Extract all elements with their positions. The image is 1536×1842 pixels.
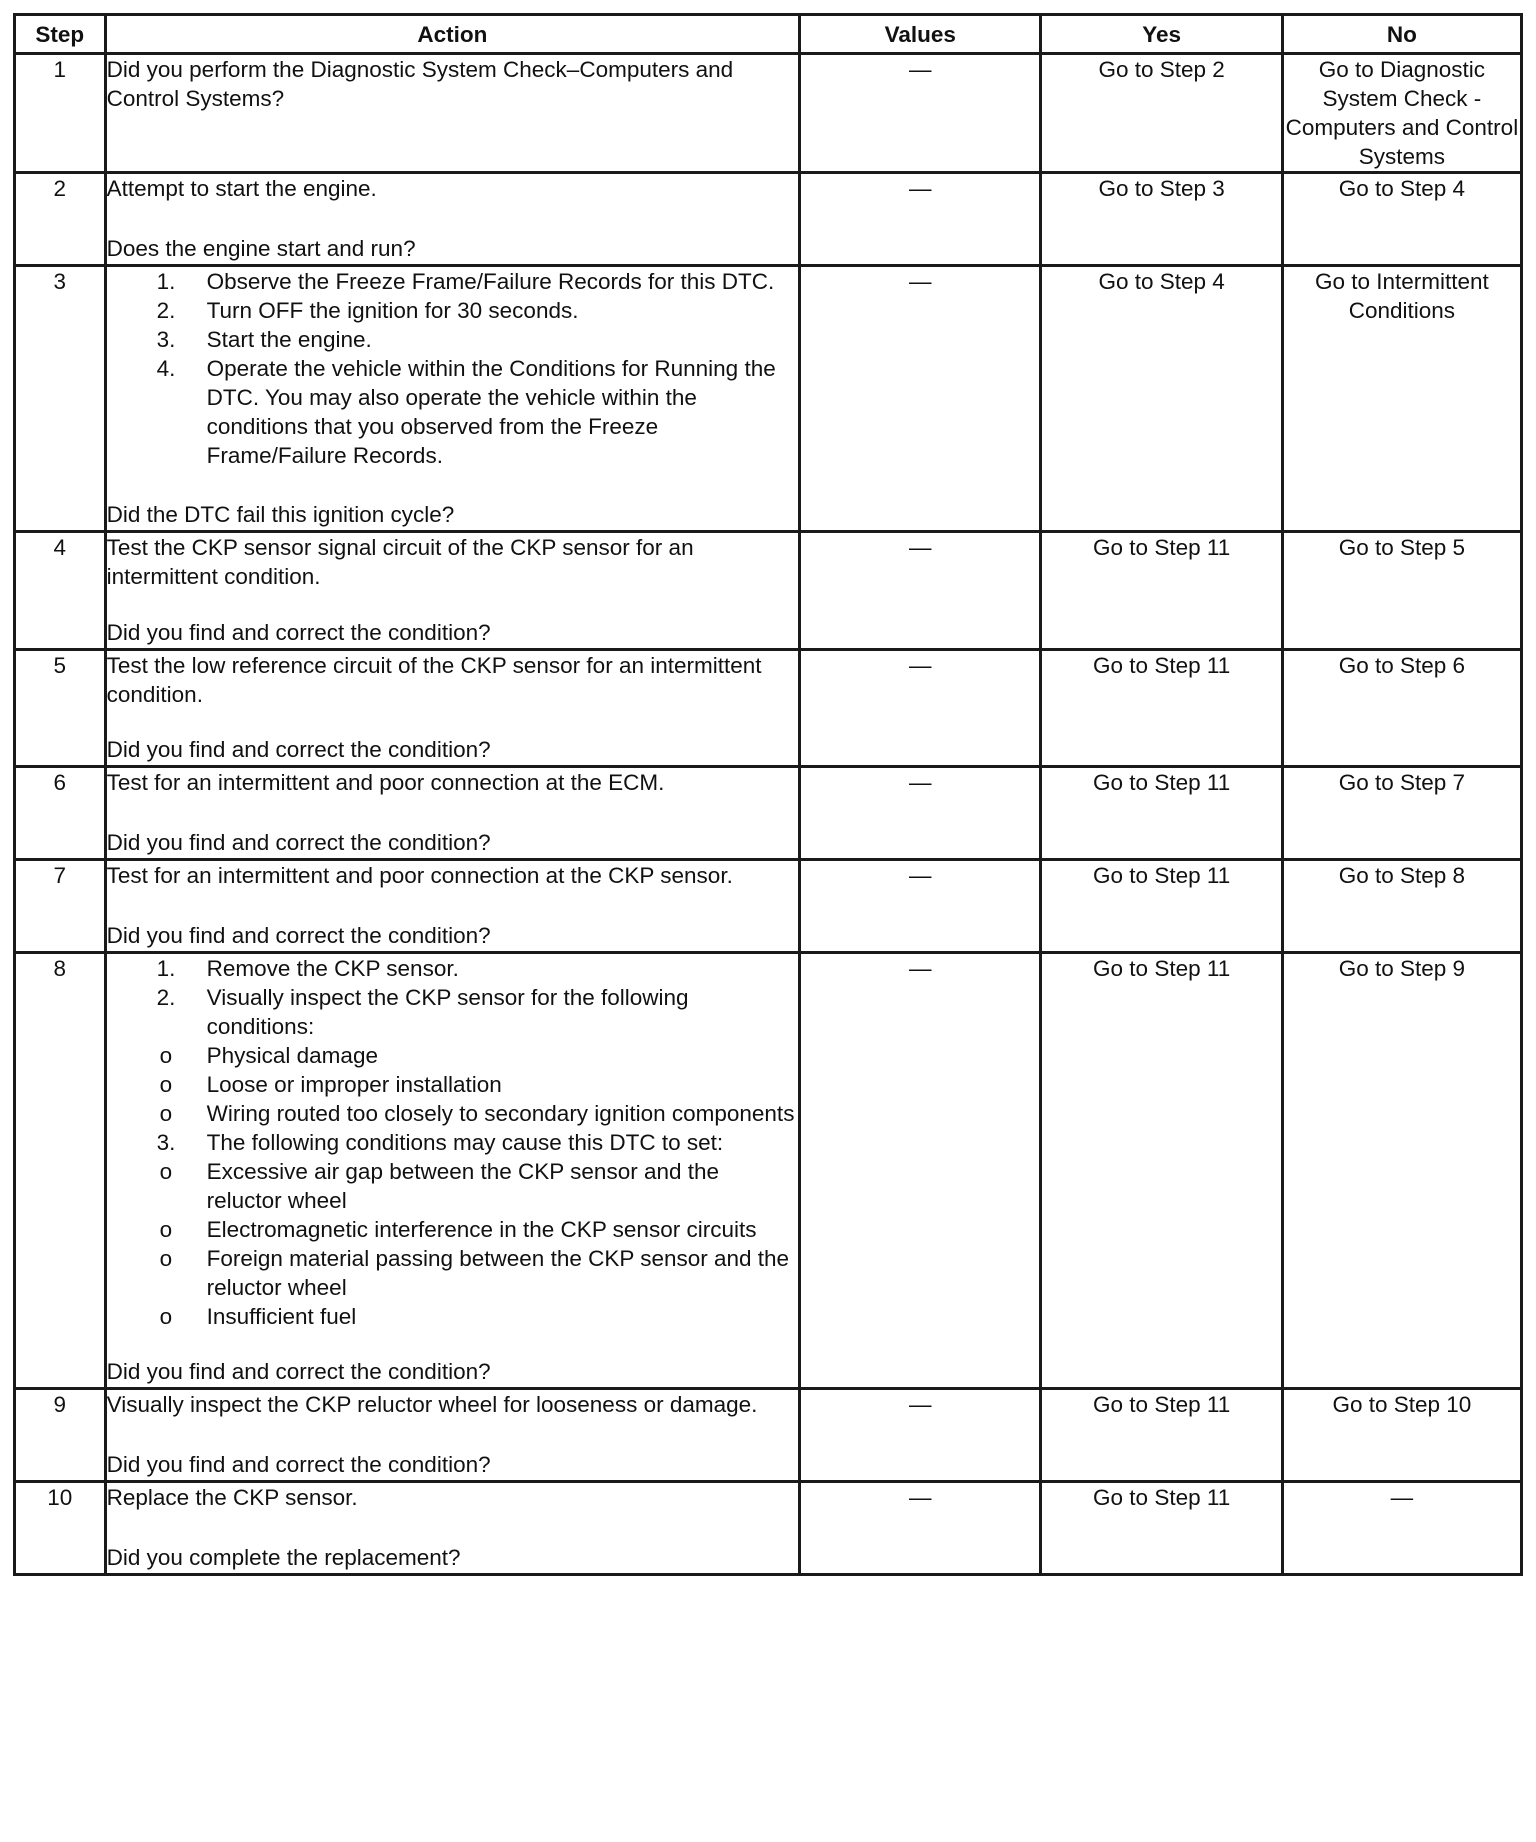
action-cell (105, 767, 800, 860)
no-cell: Go to Step 4 (1282, 173, 1521, 266)
list-item: 2. Visually inspect the CKP sensor for the following conditions: o Physical damage o Loose or improper installation o Wiring routed too closely to secondary ignition components (107, 983, 799, 1128)
step-number: 1 (15, 54, 106, 173)
table-row (15, 266, 1522, 532)
yes-cell: Go to Step 11 (1041, 532, 1282, 650)
table-row (15, 650, 1522, 767)
no-cell: — (1282, 1482, 1521, 1575)
diagnostic-table (13, 13, 1523, 1576)
sub-list-item: o Insufficient fuel (159, 1304, 357, 1329)
action-question: Did you find and correct the condition? (106, 737, 491, 762)
yes-cell: Go to Step 3 (1041, 173, 1282, 266)
table-row (15, 767, 1522, 860)
step-number: 6 (15, 767, 106, 860)
yes-cell: Go to Step 11 (1041, 650, 1282, 767)
action-text: Test the CKP sensor signal circuit of the CKP sensor for an intermittent condition. (106, 535, 694, 589)
header-step: Step (15, 15, 106, 54)
list-item: 2. Turn OFF the ignition for 30 seconds. (156, 298, 579, 323)
step-number: 4 (15, 532, 106, 650)
table-row (15, 173, 1522, 266)
action-question: Does the engine start and run? (106, 236, 416, 261)
values-cell: — (800, 767, 1041, 860)
yes-cell: Go to Step 11 (1041, 860, 1282, 953)
step-number: 7 (15, 860, 106, 953)
no-cell: Go to Step 8 (1282, 860, 1521, 953)
action-text: Did you perform the Diagnostic System Check–Computers and Control Systems? (106, 57, 734, 111)
list-item: 1. Remove the CKP sensor. (156, 956, 459, 981)
values-cell: — (800, 1482, 1041, 1575)
action-text: Test for an intermittent and poor connection at the CKP sensor. (106, 863, 733, 888)
yes-cell: Go to Step 11 (1041, 1482, 1282, 1575)
header-action: Action (105, 15, 800, 54)
table-row (15, 532, 1522, 650)
values-cell: — (800, 860, 1041, 953)
action-question: Did the DTC fail this ignition cycle? (106, 502, 455, 527)
sub-list-item: o Excessive air gap between the CKP sensor and the reluctor wheel (159, 1159, 720, 1213)
action-question: Did you find and correct the condition? (106, 1452, 491, 1477)
sub-list (159, 1157, 799, 1331)
no-cell: Go to Step 5 (1282, 532, 1521, 650)
action-question: Did you find and correct the condition? (106, 923, 491, 948)
action-cell (105, 1482, 800, 1575)
list-item: 1. Observe the Freeze Frame/Failure Records for this DTC. (156, 269, 775, 294)
header-row (15, 15, 1522, 54)
procedure-list (107, 267, 799, 470)
header-yes: Yes (1041, 15, 1282, 54)
values-cell: — (800, 953, 1041, 1389)
no-cell: Go to Intermittent Conditions (1282, 266, 1521, 532)
sub-list-item: o Foreign material passing between the CKP sensor and the reluctor wheel (159, 1246, 790, 1300)
header-no: No (1282, 15, 1521, 54)
procedure-list (107, 954, 799, 1331)
table-row (15, 1389, 1522, 1482)
action-text: Replace the CKP sensor. (106, 1485, 358, 1510)
action-text: Attempt to start the engine. (106, 176, 377, 201)
table-row (15, 54, 1522, 173)
step-number: 10 (15, 1482, 106, 1575)
values-cell: — (800, 532, 1041, 650)
table-row (15, 1482, 1522, 1575)
table-row (15, 953, 1522, 1389)
step-number: 2 (15, 173, 106, 266)
yes-cell: Go to Step 11 (1041, 953, 1282, 1389)
header-values: Values (800, 15, 1041, 54)
no-cell: Go to Diagnostic System Check - Computers and Control Systems (1282, 54, 1521, 173)
action-question: Did you find and correct the condition? (106, 830, 491, 855)
values-cell: — (800, 650, 1041, 767)
yes-cell: Go to Step 4 (1041, 266, 1282, 532)
step-number: 9 (15, 1389, 106, 1482)
step-number: 3 (15, 266, 106, 532)
action-question: Did you find and correct the condition? (106, 1359, 491, 1384)
action-cell (105, 1389, 800, 1482)
sub-list-item: o Loose or improper installation (159, 1072, 502, 1097)
no-cell: Go to Step 10 (1282, 1389, 1521, 1482)
list-item: 3. The following conditions may cause this DTC to set: o Excessive air gap between the CKP sensor and the reluctor wheel o Electromagnetic interference in the CKP sensor circuits o Foreign material passing between the CKP sensor and the reluctor wheel o Insufficient fuel (107, 1128, 799, 1331)
no-cell: Go to Step 9 (1282, 953, 1521, 1389)
no-cell: Go to Step 7 (1282, 767, 1521, 860)
values-cell: — (800, 173, 1041, 266)
action-question: Did you complete the replacement? (106, 1545, 461, 1570)
action-cell (105, 54, 800, 173)
sub-list-item: o Electromagnetic interference in the CKP sensor circuits (159, 1217, 757, 1242)
table-row (15, 860, 1522, 953)
action-question: Did you find and correct the condition? (106, 620, 491, 645)
values-cell: — (800, 54, 1041, 173)
action-cell (105, 266, 800, 532)
no-cell: Go to Step 6 (1282, 650, 1521, 767)
step-number: 8 (15, 953, 106, 1389)
action-text: Visually inspect the CKP reluctor wheel for looseness or damage. (106, 1392, 758, 1417)
action-text: Test for an intermittent and poor connection at the ECM. (106, 770, 665, 795)
action-cell (105, 860, 800, 953)
action-cell (105, 650, 800, 767)
sub-list-item: o Wiring routed too closely to secondary ignition components (159, 1101, 795, 1126)
yes-cell: Go to Step 2 (1041, 54, 1282, 173)
yes-cell: Go to Step 11 (1041, 1389, 1282, 1482)
sub-list-item: o Physical damage (159, 1043, 378, 1068)
action-cell (105, 173, 800, 266)
list-item: 4. Operate the vehicle within the Conditions for Running the DTC. You may also operate the vehicle within the conditions that you observed from the Freeze Frame/Failure Records. (156, 356, 776, 468)
values-cell: — (800, 1389, 1041, 1482)
action-cell (105, 532, 800, 650)
list-item: 3. Start the engine. (156, 327, 372, 352)
step-number: 5 (15, 650, 106, 767)
yes-cell: Go to Step 11 (1041, 767, 1282, 860)
action-text: Test the low reference circuit of the CKP sensor for an intermittent condition. (106, 653, 762, 707)
sub-list (159, 1041, 799, 1128)
values-cell: — (800, 266, 1041, 532)
action-cell (105, 953, 800, 1389)
